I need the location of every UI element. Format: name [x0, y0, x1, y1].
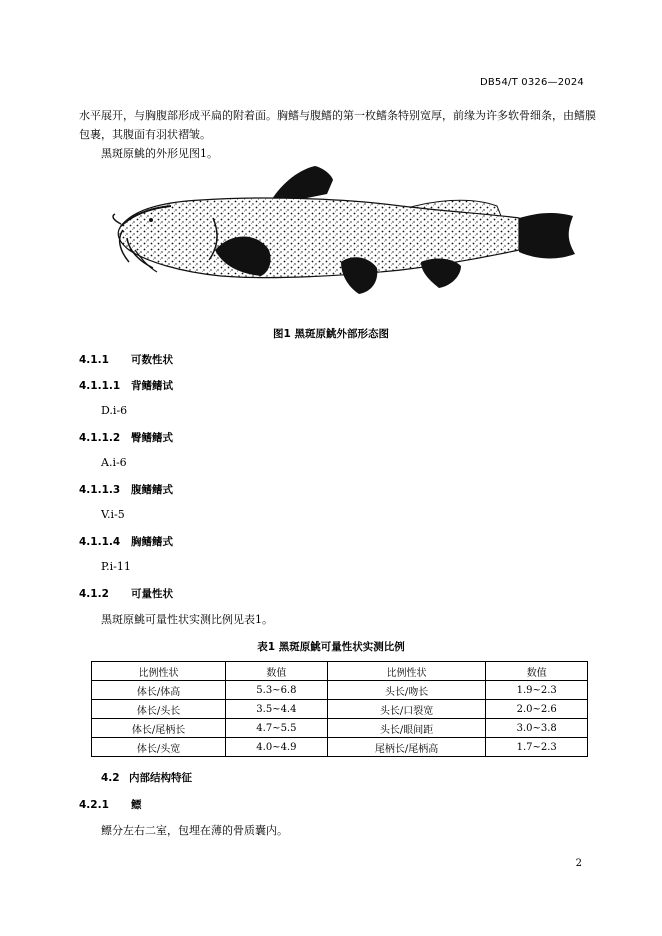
table-row [92, 700, 588, 719]
pelvic-fin-formula: V.i-5 [101, 508, 125, 521]
table-row [92, 681, 588, 700]
section-4-1-1-1-heading [79, 378, 173, 393]
section-number: 4.1.1.4 [79, 536, 121, 548]
table-cell: 3.0~3.8 [486, 719, 588, 738]
section-title: 可量性状 [131, 588, 173, 600]
table-header-cell: 数值 [226, 662, 328, 681]
table-cell: 1.9~2.3 [486, 681, 588, 700]
dorsal-fin-formula: D.i-6 [101, 404, 128, 417]
table-title: 表1 黑斑原鮡可量性状实测比例 [257, 641, 405, 653]
table-cell: 1.7~2.3 [486, 738, 588, 757]
section-number: 4.1.1.1 [79, 380, 121, 392]
section-4-2-1-heading [79, 797, 142, 812]
table-cell: 体长/体高 [92, 681, 226, 700]
table-cell: 3.5~4.4 [226, 700, 328, 719]
table-cell: 头长/口裂宽 [327, 700, 486, 719]
section-title: 鳔 [131, 799, 142, 811]
table-row [92, 738, 588, 757]
section-title: 腹鳍鳍式 [131, 484, 173, 496]
section-title: 内部结构特征 [129, 772, 192, 784]
table-cell: 体长/头宽 [92, 738, 226, 757]
table-reference: 黑斑原鮡可量性状实测比例见表1。 [101, 613, 273, 626]
table-row [92, 719, 588, 738]
page-number: 2 [575, 858, 582, 869]
table-cell: 5.3~6.8 [226, 681, 328, 700]
table-cell: 2.0~2.6 [486, 700, 588, 719]
section-number: 4.1.1 [79, 354, 109, 366]
section-title: 背鳍鳍试 [131, 380, 173, 392]
section-4-1-1-3-heading [79, 482, 173, 497]
section-number: 4.1.1.3 [79, 484, 121, 496]
section-title: 胸鳍鳍式 [131, 536, 173, 548]
section-title: 可数性状 [131, 354, 173, 366]
table-cell: 尾柄长/尾柄高 [327, 738, 486, 757]
section-number: 4.1.1.2 [79, 432, 121, 444]
document-id: DB54/T 0326—2024 [479, 77, 584, 88]
table-cell: 头长/吻长 [327, 681, 486, 700]
table-header-cell: 比例性状 [92, 662, 226, 681]
section-4-1-1-4-heading [79, 534, 173, 549]
section-4-1-1-heading [79, 352, 173, 367]
table-cell: 头长/眼间距 [327, 719, 486, 738]
section-4-2-heading [101, 770, 192, 785]
table-cell: 4.7~5.5 [226, 719, 328, 738]
section-number: 4.1.2 [79, 588, 109, 600]
section-number: 4.2.1 [79, 799, 109, 811]
table-cell: 体长/尾柄长 [92, 719, 226, 738]
pectoral-fin-formula: P.i-11 [101, 560, 131, 573]
table-header-cell: 比例性状 [327, 662, 486, 681]
section-4-1-1-2-heading [79, 430, 173, 445]
figure-reference: 黑斑原鮡的外形见图1。 [101, 147, 218, 160]
anal-fin-formula: A.i-6 [101, 456, 127, 469]
swim-bladder-description: 鳔分左右二室，包埋在薄的骨质囊内。 [101, 824, 288, 837]
intro-paragraph: 水平展开，与胸腹部形成平扁的附着面。胸鳍与腹鳍的第一枚鳍条特别宽厚，前缘为许多软骨细条，由鳍膜包裹，其腹面有羽状褶皱。 [79, 109, 596, 141]
section-title: 臀鳍鳍式 [131, 432, 173, 444]
section-4-1-2-heading [79, 586, 173, 601]
table-cell: 体长/头长 [92, 700, 226, 719]
measurement-table [91, 661, 588, 757]
table-header-cell: 数值 [486, 662, 588, 681]
figure-caption: 图1 黑斑原鮡外部形态图 [273, 328, 389, 340]
table-cell: 4.0~4.9 [226, 738, 328, 757]
fish-illustration [101, 158, 581, 312]
table-header-row [92, 662, 588, 681]
section-number: 4.2 [101, 772, 120, 784]
